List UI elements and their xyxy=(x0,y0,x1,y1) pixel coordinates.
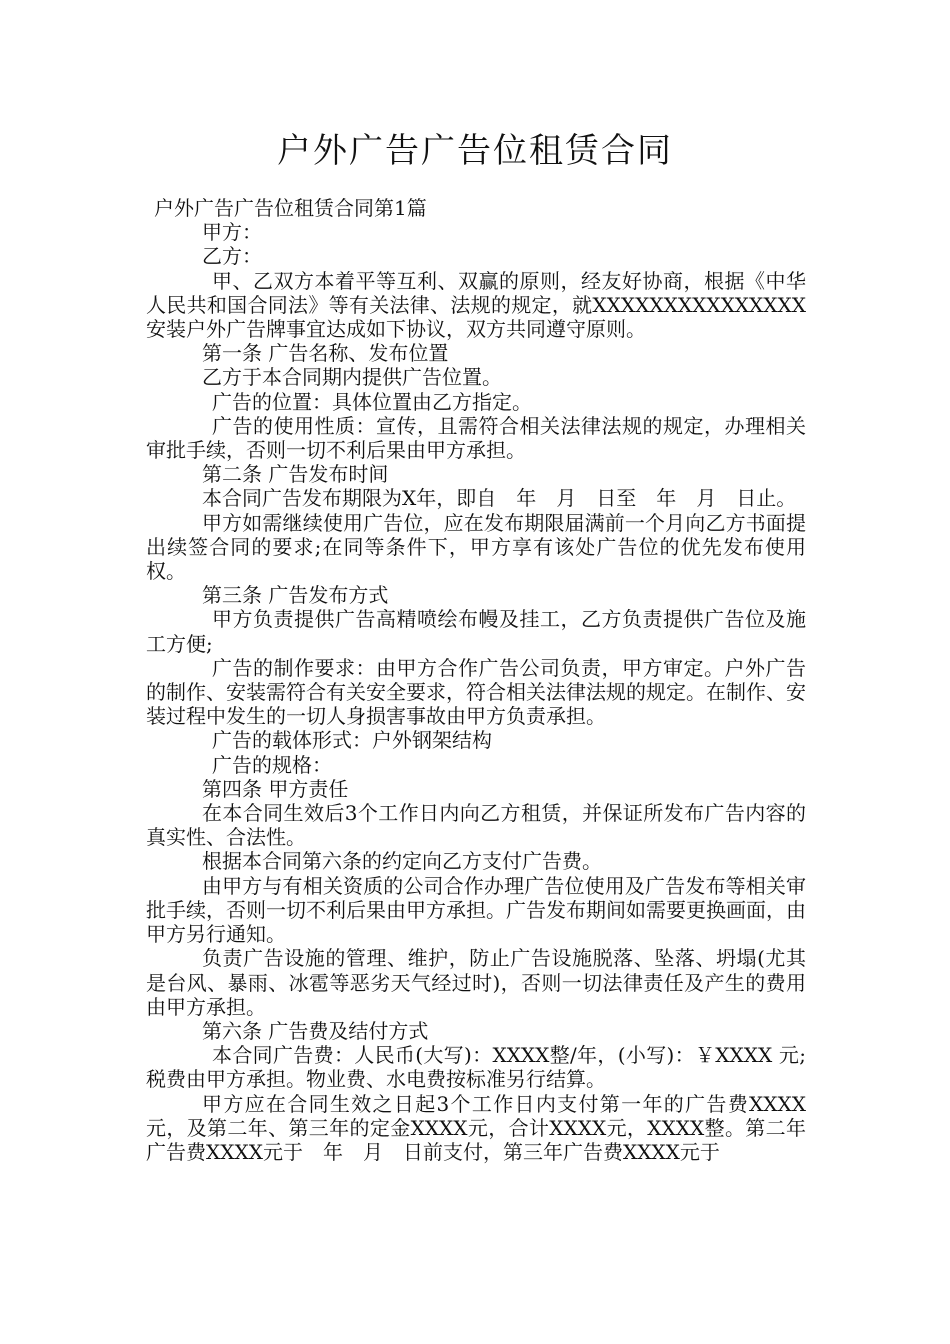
paragraph: 甲方： xyxy=(202,220,262,245)
paragraph: 第二条 广告发布时间 xyxy=(202,462,389,487)
paragraph: 广告的使用性质：宣传，且需符合相关法律法规的规定，办理相关审批手续，否则一切不利后果由甲方承担。 xyxy=(146,413,806,463)
paragraph: 甲方如需继续使用广告位，应在发布期限届满前一个月向乙方书面提出续签合同的要求;在同等条件下，甲方享有该处广告位的优先发布使用权。 xyxy=(146,510,806,584)
section-heading: 户外广告广告位租赁合同第1篇 xyxy=(154,196,427,220)
paragraph: 根据本合同第六条的约定向乙方支付广告费。 xyxy=(202,849,602,874)
paragraph: 第四条 甲方责任 xyxy=(202,776,349,801)
paragraph: 广告的位置：具体位置由乙方指定。 xyxy=(212,389,532,414)
paragraph: 负责广告设施的管理、维护，防止广告设施脱落、坠落、坍塌(尤其是台风、暴雨、冰雹等恶劣天气经过时)，否则一切法律责任及产生的费用由甲方承担。 xyxy=(146,946,806,1019)
paragraph: 甲、乙双方本着平等互利、双赢的原则，经友好协商，根据《中华人民共和国合同法》等有关法律、法规的规定，就XXXXXXXXXXXXXXX安装户外广告牌事宜达成如下协议，双方共同遵守原则。 xyxy=(146,268,806,342)
paragraph: 乙方于本合同期内提供广告位置。 xyxy=(202,365,502,390)
paragraph: 本合同广告费：人民币(大写)：XXXX整/年，(小写)：￥XXXX 元;税费由甲方承担。物业费、水电费按标准另行结算。 xyxy=(146,1043,806,1092)
document-body xyxy=(146,196,806,1164)
document-title: 户外广告广告位租赁合同 xyxy=(277,131,673,171)
paragraph: 广告的制作要求：由甲方合作广告公司负责，甲方审定。户外广告的制作、安装需符合有关安全要求，符合相关法律法规的规定。在制作、安装过程中发生的一切人身损害事故由甲方负责承担。 xyxy=(146,655,806,729)
paragraph: 第一条 广告名称、发布位置 xyxy=(202,341,449,366)
paragraph: 甲方负责提供广告高精喷绘布幔及挂工，乙方负责提供广告位及施工方便; xyxy=(146,607,806,656)
paragraph: 在本合同生效后3个工作日内向乙方租赁，并保证所发布广告内容的真实性、合法性。 xyxy=(146,801,806,850)
paragraph: 甲方应在合同生效之日起3个工作日内支付第一年的广告费XXXX元，及第二年、第三年的定金XXXX元，合计XXXX元，XXXX整。第二年广告费XXXX元于 年 月 日前支付，第三年广告费XXXX元于 xyxy=(146,1091,806,1164)
paragraph: 第六条 广告费及结付方式 xyxy=(202,1018,429,1043)
paragraph: 由甲方与有相关资质的公司合作办理广告位使用及广告发布等相关审批手续，否则一切不利后果由甲方承担。广告发布期间如需要更换画面，由甲方另行通知。 xyxy=(146,873,806,947)
paragraph: 乙方： xyxy=(202,244,262,269)
paragraph: 第三条 广告发布方式 xyxy=(202,583,389,608)
paragraph: 广告的载体形式：户外钢架结构 xyxy=(212,728,492,753)
paragraph: 广告的规格： xyxy=(212,752,332,777)
paragraph: 本合同广告发布期限为X年，即自 年 月 日至 年 月 日止。 xyxy=(202,486,797,511)
